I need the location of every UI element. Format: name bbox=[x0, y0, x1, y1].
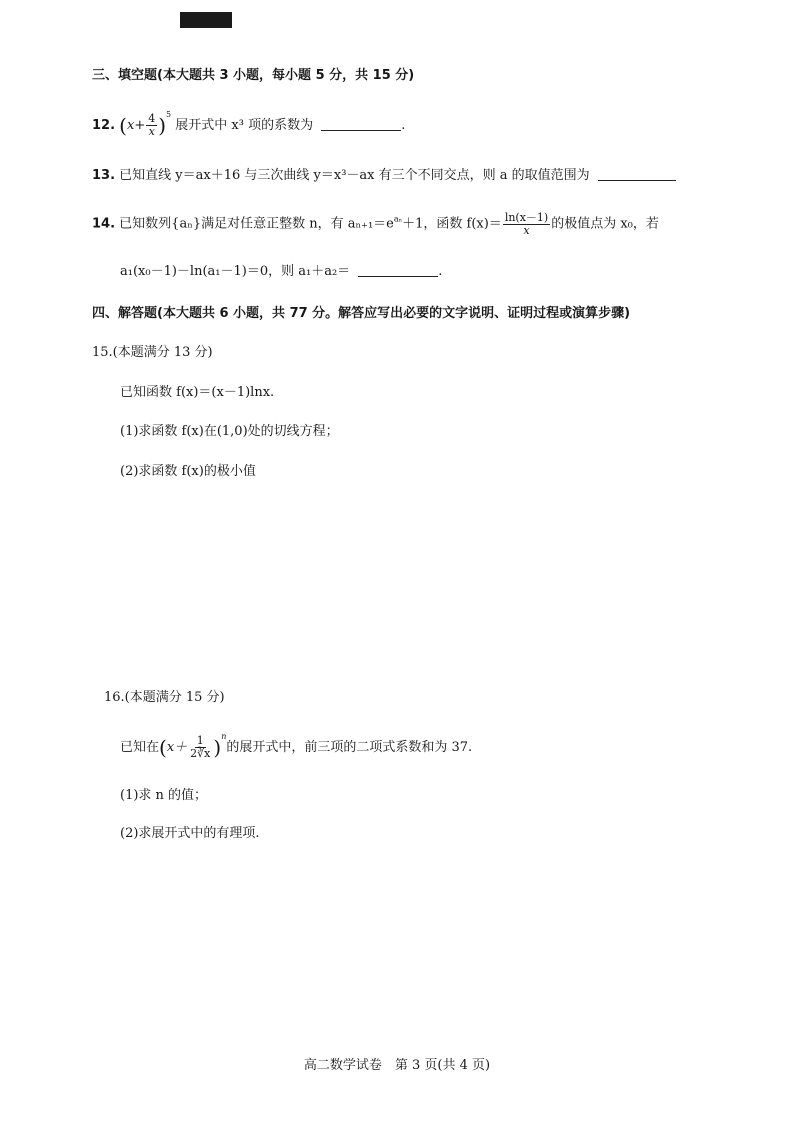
left-paren: ( bbox=[159, 735, 167, 760]
question-13 bbox=[92, 168, 676, 184]
question-13-text: 已知直线 y＝ax＋16 与三次曲线 y＝x³－ax 有三个不同交点，则 a 的取值范围为 bbox=[119, 168, 590, 183]
question-12-number: 12. bbox=[92, 118, 116, 133]
answer-blank-14[interactable] bbox=[358, 264, 438, 277]
left-paren: ( bbox=[119, 113, 127, 138]
question-14-line-1 bbox=[92, 212, 659, 236]
fraction bbox=[146, 113, 157, 137]
fraction-numerator: ln(x－1) bbox=[504, 211, 549, 224]
fraction bbox=[188, 735, 212, 759]
question-16-base: x＋ bbox=[166, 740, 188, 755]
question-14-text-c: 的极值点为 x₀，若 bbox=[551, 216, 659, 232]
question-14-text-a: 已知数列{aₙ}满足对任意正整数 n，有 aₙ₊₁＝e bbox=[119, 216, 394, 232]
fraction-denominator: 2∛x bbox=[190, 747, 211, 760]
question-16-text-b: 的展开式中，前三项的二项式系数和为 37. bbox=[226, 740, 473, 755]
redacted-header-mark bbox=[180, 12, 232, 28]
section-3-title: 三、填空题(本大题共 3 小题，每小题 5 分，共 15 分) bbox=[92, 68, 415, 83]
question-15-stem: 已知函数 f(x)＝(x－1)lnx. bbox=[120, 385, 275, 400]
fraction-numerator: 4 bbox=[148, 112, 156, 126]
exponent: aₙ bbox=[393, 214, 403, 224]
question-15-header: 15.(本题满分 13 分) bbox=[92, 345, 213, 360]
question-16-stem bbox=[120, 732, 472, 760]
question-16-part-2: (2)求展开式中的有理项. bbox=[120, 826, 260, 841]
section-4-title: 四、解答题(本大题共 6 小题，共 77 分。解答应写出必要的文字说明、证明过程或演算步骤) bbox=[92, 306, 631, 321]
question-12-period: . bbox=[401, 118, 406, 133]
question-16-part-1: (1)求 n 的值； bbox=[120, 788, 208, 803]
question-14-number: 14. bbox=[92, 216, 116, 232]
right-paren: ) bbox=[158, 113, 167, 138]
question-16-header: 16.(本题满分 15 分) bbox=[104, 690, 225, 705]
question-12 bbox=[92, 110, 405, 138]
exponent: 5 bbox=[166, 110, 172, 119]
question-16-text-a: 已知在 bbox=[120, 740, 160, 755]
question-14-text-d: a₁(x₀－1)－ln(a₁－1)＝0，则 a₁＋a₂＝ bbox=[120, 264, 351, 279]
page-footer: 高二数学试卷 第 3 页(共 4 页) bbox=[303, 1058, 491, 1073]
right-paren: ) bbox=[213, 735, 222, 760]
question-12-base: x+ bbox=[126, 118, 146, 133]
question-12-text: 展开式中 x³ 项的系数为 bbox=[175, 118, 314, 133]
answer-blank-13[interactable] bbox=[598, 168, 676, 181]
fraction-numerator: 1 bbox=[196, 734, 204, 748]
question-15-part-1: (1)求函数 f(x)在(1,0)处的切线方程； bbox=[120, 424, 339, 439]
question-14-text-b: ＋1，函数 f(x)＝ bbox=[402, 216, 502, 232]
fraction-denominator: x bbox=[148, 125, 155, 138]
question-15-part-2: (2)求函数 f(x)的极小值 bbox=[120, 464, 256, 479]
question-13-number: 13. bbox=[92, 168, 116, 183]
answer-blank-12[interactable] bbox=[321, 118, 401, 131]
exponent: n bbox=[221, 732, 227, 741]
fraction bbox=[503, 212, 550, 236]
question-14-line-2 bbox=[120, 264, 442, 280]
question-14-period: . bbox=[438, 264, 443, 279]
fraction-denominator: x bbox=[523, 223, 530, 237]
